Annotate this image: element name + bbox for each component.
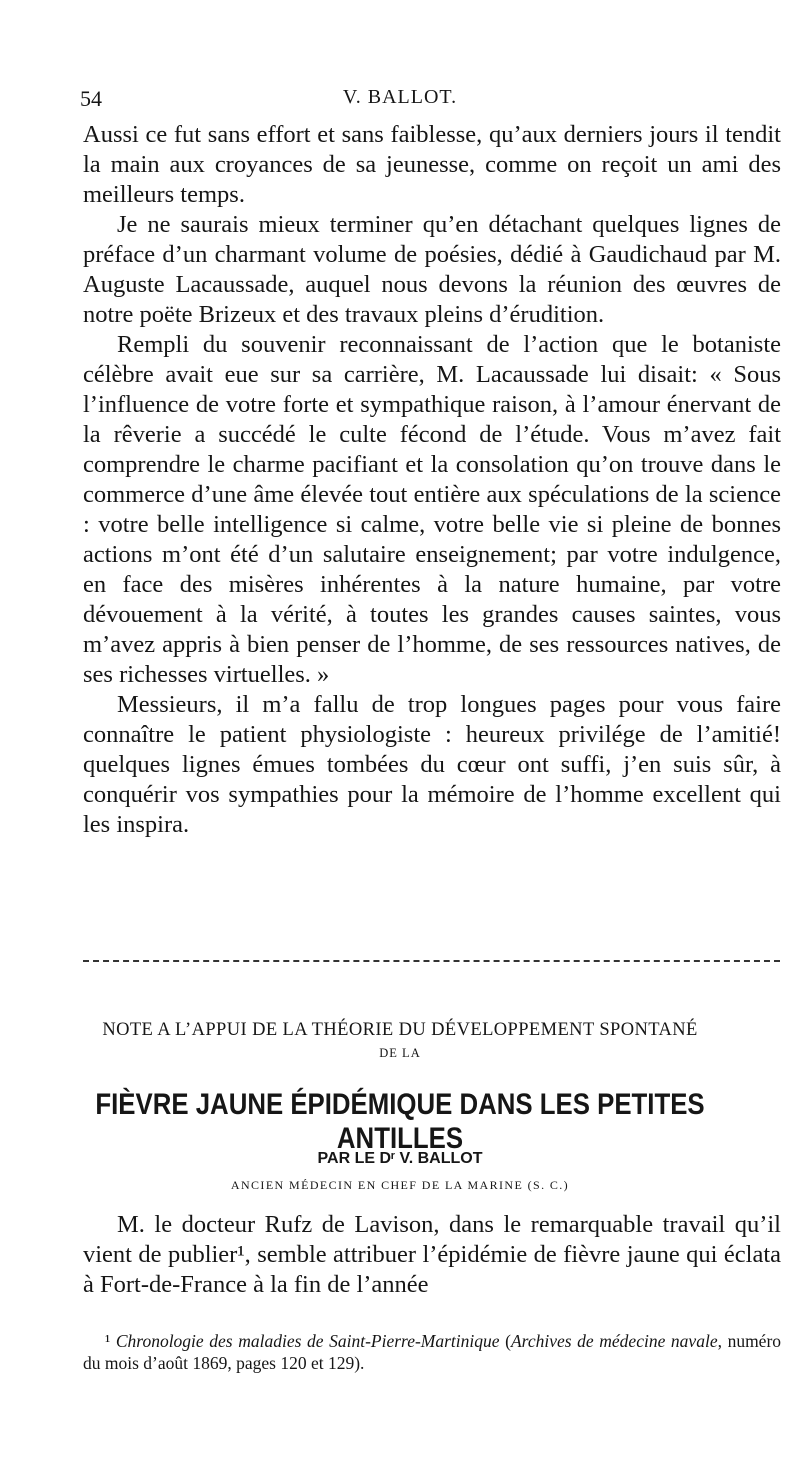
article-title: FIÈVRE JAUNE ÉPIDÉMIQUE DANS LES PETITES ANTILLES — [95, 1088, 705, 1155]
paragraph: Aussi ce fut sans effort et sans faiblesse, qu’aux derniers jours il tendit la main aux croyances de sa jeunesse, comme on reçoit un ami des meilleurs temps. — [83, 121, 781, 208]
running-header: V. BALLOT. — [342, 86, 458, 108]
article-body — [83, 1210, 781, 1300]
footnote-marker: ¹ — [105, 1331, 111, 1351]
footnote-details: , numéro du mois d’août 1869, pages 120 et 129). — [83, 1331, 782, 1373]
footnote-title: Chronologie des maladies de Saint-Pierre-Martinique — [115, 1331, 500, 1351]
paragraph: Je ne saurais mieux terminer qu’en détachant quelques lignes de préface d’un charmant volume de poésies, dédié à Gaudichaud par M. Auguste Lacaussade, auquel nous devons la réunion des œuvres de notre poëte Brizeux et des travaux pleins d’érudition. — [83, 211, 781, 328]
main-text — [83, 120, 781, 840]
footnote-journal: Archives de médecine navale — [510, 1331, 718, 1351]
author-affiliation: ANCIEN MÉDECIN EN CHEF DE LA MARINE (S. C.) — [230, 1178, 570, 1192]
note-title: NOTE A L’APPUI DE LA THÉORIE DU DÉVELOPPEMENT SPONTANÉ — [102, 1020, 698, 1040]
paragraph: Messieurs, il m’a fallu de trop longues pages pour vous faire connaître le patient physiologiste : heureux privilége de l’amitié! quelques lignes émues tombées du cœur ont suffi, j’en suis sûr, à conquérir vos sympathies pour la mémoire de l’homme excellent qui les inspira. — [83, 691, 781, 838]
section-divider — [83, 960, 780, 962]
footnote: ¹ Chronologie des maladies de Saint-Pierre-Martinique (Archives de médecine navale, numéro du mois d’août 1869, pages 120 et 129). — [83, 1331, 782, 1373]
paragraph: M. le docteur Rufz de Lavison, dans le remarquable travail qu’il vient de publier¹, semble attribuer l’épidémie de fièvre jaune qui éclata à Fort-de-France à la fin de l’année — [83, 1211, 781, 1298]
article-author: PAR LE Dʳ V. BALLOT — [317, 1150, 483, 1167]
note-connector: DE LA — [379, 1046, 421, 1060]
paragraph: Rempli du souvenir reconnaissant de l’action que le botaniste célèbre avait eue sur sa carrière, M. Lacaussade lui disait: « Sous l’influence de votre forte et sympathique raison, à l’amour énervant de la rêverie a succédé le culte fécond de l’étude. Vous m’avez fait comprendre le charme pacifiant et la consolation qu’on trouve dans le commerce d’une âme élevée tout entière aux spéculations de la science : votre belle intelligence si calme, votre belle vie si pleine de bonnes actions m’ont été d’un salutaire enseignement; par votre indulgence, en face des misères inhérentes à la nature humaine, par votre dévouement à la vérité, à toutes les grandes causes saintes, vous m’avez appris à bien penser de l’homme, de ses ressources natives, de ses richesses virtuelles. » — [83, 331, 781, 688]
page-number: 54 — [80, 86, 102, 111]
